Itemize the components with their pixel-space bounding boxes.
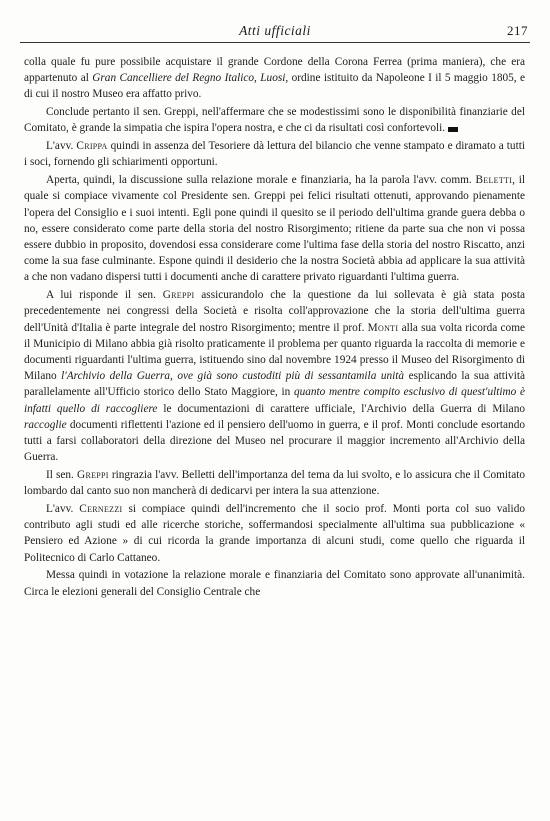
paragraph-p7-segment: L'avv.: [46, 503, 80, 516]
running-title: Atti ufficiali: [239, 23, 311, 38]
paragraph-p1-segment: Gran Cancelliere del Regno Italico, Luosi: [92, 72, 286, 85]
paragraph-p7-segment: si compiace quindi dell'incremento che il socio prof. Monti porta col suo valido contributo agli studi ed alle ricerche storiche, soffermandosi specialmente all'ultima sua pubblicazione « Pensiero ed Azione » di cui ricorda la grande importanza di alcuni studi, come quello che riguarda il Politecnico di Carlo Cattaneo.: [24, 503, 525, 564]
paragraph-p1-segment: , ordine istituito da Napoleone I il 5 maggio 1805, e di cui il nostro Museo era affatto privo.: [24, 72, 526, 101]
paragraph-p6: [24, 467, 525, 499]
paragraph-p4: [24, 172, 525, 285]
paragraph-p5-segment: esplicando la sua attività parallelamente all'Ufficio storico dello Stato Maggiore, in: [24, 370, 525, 399]
paragraph-p5-segment: assicurandolo che la questione da lui sollevata è già stata posta precedentemente nei congressi della Società e risolta coll'approvazione che la storia dell'ultima guerra dell'Unità d'Italia è parte integrale del nostro Risorgimento; mentre il prof.: [24, 289, 525, 334]
page-number: 217: [507, 23, 528, 38]
paragraph-p5: [24, 287, 525, 465]
paragraph-p4-segment: Beletti: [475, 174, 513, 187]
paragraph-p3-segment: quindi in assenza del Tesoriere dà lettura del bilancio che venne stampato e diramato a tutti i soci, fornendo gli schiarimenti opportuni.: [24, 140, 525, 169]
paragraph-p6-segment: ringrazia l'avv. Belletti dell'importanza del tema da lui svolto, e lo assicura che il Comitato lombardo dal canto suo non mancherà di dedicarvi per intera la sua attenzione.: [24, 469, 525, 498]
paragraph-p7-segment: Cernezzi: [79, 503, 123, 516]
paragraph-p4-segment: , il quale si compiace vivamente col Presidente sen. Greppi pei felici risultati ottenuti, approvando pienamente l'opera del Consiglio e i suoi intenti. Egli pone quindi il quesito se il periodo dell'ultima grande guera debba o no, essere considerato come parte della storia del nostro Risorgimento; ritiene da parte sua che non vi possa essere dubbio in proposito, dovendosi essa considerare come l'ultima fase della storia del nostro Riscatto, anzi come la sua fase culminante. Espone quindi il desiderio che la nostra Società abbia ad applicare la sua attività a che non vadano dispersi tutti i documenti anche di carattere privato riguardanti l'ultima guerra.: [24, 174, 525, 284]
paragraph-p2-segment: Conclude pertanto il sen. Greppi, nell'affermare che se modestissimi sono le disponibilità finanziarie del Comitato, è grande la simpatia che ispira l'opera nostra, e che ci da risultati così confortevoli.: [24, 106, 525, 135]
paragraph-p3: [24, 138, 525, 170]
paragraph-p5-segment: A lui risponde il sen.: [46, 289, 163, 302]
paragraph-p7: [24, 501, 525, 566]
paragraph-p5-segment: quanto mentre compito esclusivo di quest'ultimo è infatti quello di raccogliere: [24, 386, 525, 415]
paragraph-p1: [24, 54, 525, 103]
paragraph-p3-segment: L'avv.: [46, 140, 77, 153]
paragraph-p5-segment: alla sua volta ricorda come il Municipio di Milano abbia già risolto praticamente il problema per quanto riguarda la raccolta di memorie e documenti riguardanti l'ultima guerra, istituendo sino dal novembre 1924 presso il Museo del Risorgimento di Milano: [24, 321, 525, 383]
body-text: [24, 54, 525, 601]
page-header: [22, 20, 528, 42]
paragraph-p5-segment: Monti: [367, 321, 399, 334]
paragraph-p5-segment: documenti riflettenti l'azione ed il pensiero dell'uomo in guerra, e il prof. Monti conclude esortando tutti a farsi collaboratori della direzione del Museo nel procurare il maggior incremento all'Archivio della Guerra.: [24, 418, 525, 464]
paragraph-p5-segment: Greppi: [162, 289, 195, 302]
paragraph-p8: [24, 567, 525, 599]
paragraph-p1-segment: colla quale fu pure possibile acquistare il grande Cordone della Corona Ferrea (prima maniera), che era appartenuto al: [24, 56, 525, 85]
paragraph-p6-segment: Il sen.: [46, 469, 77, 482]
header-rule: [20, 42, 530, 43]
ink-mark-icon: [448, 127, 458, 132]
paragraph-p6-segment: Greppi: [77, 469, 109, 482]
paragraph-p4-segment: Aperta, quindi, la discussione sulla relazione morale e finanziaria, ha la parola l'avv. comm.: [46, 174, 476, 187]
paragraph-p2: [24, 104, 525, 136]
paragraph-p5-segment: le documentazioni di carattere ufficiale, l'Archivio della Guerra di Milano: [157, 402, 525, 415]
paragraph-p5-segment: l'Archivio della Guerra, ove già sono custoditi più di sessantamila unità: [61, 370, 405, 383]
paragraph-p8-segment: Messa quindi in votazione la relazione morale e finanziaria del Comitato sono approvate all'unanimità. Circa le elezioni generali del Consiglio Centrale che: [24, 569, 525, 598]
paragraph-p3-segment: Crippa: [76, 140, 108, 153]
paragraph-p5-segment: raccoglie: [24, 418, 67, 431]
